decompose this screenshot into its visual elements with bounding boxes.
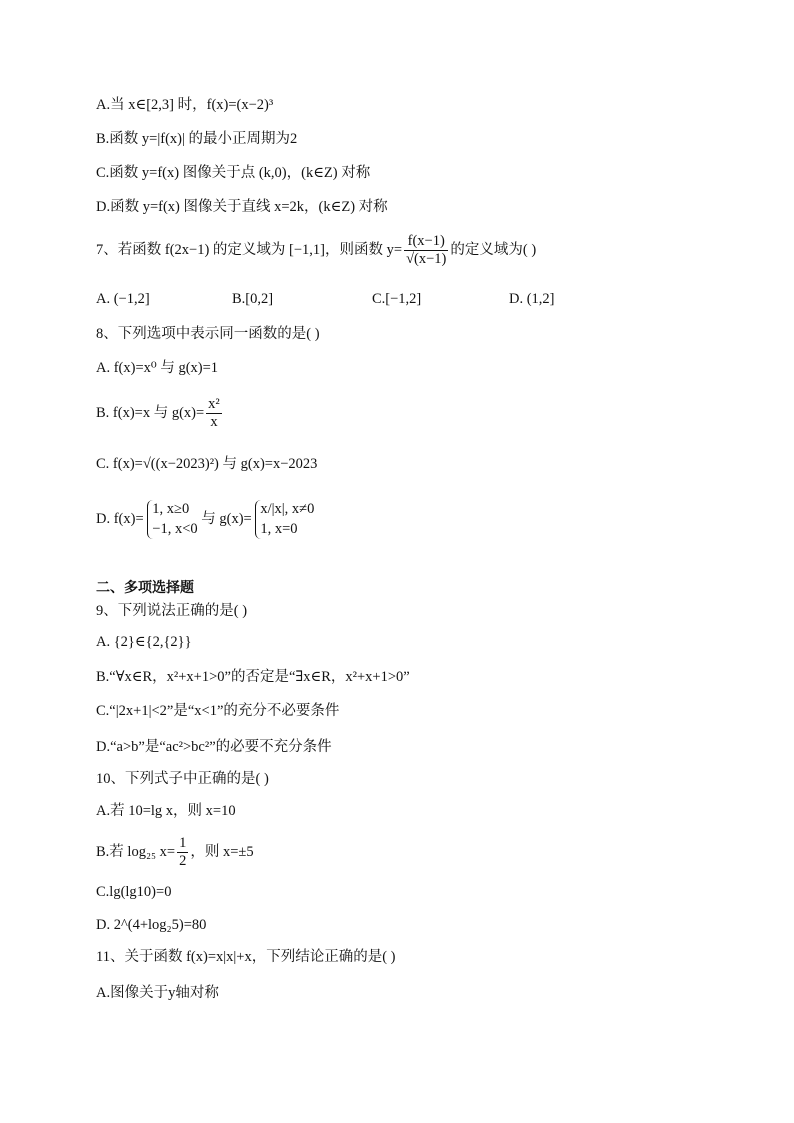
q8-option-b-left: B. f(x)=x 与 g(x)= <box>96 405 205 422</box>
q7-stem-part2: 的定义域为( ) <box>450 242 537 259</box>
q9-option-a: A. {2}∈{2,{2}} <box>96 634 192 650</box>
q10-option-b-fraction <box>177 835 188 871</box>
q11-stem: 11、关于函数 f(x)=x|x|+x，下列结论正确的是( ) <box>96 949 396 965</box>
q8-option-d <box>96 500 314 539</box>
q10-option-b <box>96 835 254 871</box>
q9-option-d: D.“a>b”是“ac²>bc²”的必要不充分条件 <box>96 739 332 755</box>
q8-option-d-middle: 与 g(x)= <box>201 510 252 527</box>
q10-option-a: A.若 10=lg x，则 x=10 <box>96 803 236 819</box>
q6-option-b: B.函数 y=|f(x)| 的最小正周期为2 <box>96 131 298 147</box>
q8-option-d-piecewise-g <box>255 500 314 539</box>
q8-option-b-fraction <box>206 396 222 432</box>
q7-fraction <box>404 233 448 269</box>
q10-option-c: C.lg(lg10)=0 <box>96 884 172 900</box>
q10-option-b-right: ，则 x=±5 <box>190 844 254 861</box>
q9-option-b: B.“∀x∈R，x²+x+1>0”的否定是“∃x∈R，x²+x+1>0” <box>96 669 410 685</box>
q8-d-g-case1: x/|x|, x≠0 <box>260 501 315 517</box>
q8-option-b-numerator: x² <box>206 396 222 414</box>
q7-stem-part1: 7、若函数 f(2x−1) 的定义域为 [−1,1]，则函数 y= <box>96 242 403 259</box>
q8-d-f-case2: −1, x<0 <box>152 520 198 537</box>
q8-stem: 8、下列选项中表示同一函数的是( ) <box>96 326 320 342</box>
q11-option-a: A.图像关于y轴对称 <box>96 985 219 1001</box>
q10-option-b-numerator: 1 <box>177 835 188 853</box>
q8-option-d-label: D. f(x)= <box>96 510 144 527</box>
q8-option-d-piecewise-f <box>147 500 197 539</box>
q10-option-b-denominator: 2 <box>179 853 187 870</box>
q7-option-d: D. (1,2] <box>509 291 555 307</box>
q7-option-a: A. (−1,2] <box>96 291 150 307</box>
q10-option-b-left: B.若 log₂₅ x= <box>96 844 176 861</box>
q6-option-c: C.函数 y=f(x) 图像关于点 (k,0)，(k∈Z) 对称 <box>96 165 371 181</box>
q8-option-b-denominator: x <box>210 414 218 431</box>
q10-option-d: D. 2^(4+log₂5)=80 <box>96 917 207 933</box>
q8-option-b <box>96 396 224 432</box>
q7-fraction-denominator: √(x−1) <box>406 251 447 268</box>
section-heading-multiple-choice: 二、多项选择题 <box>96 580 194 596</box>
q8-d-f-case1: 1, x≥0 <box>152 501 190 517</box>
q8-option-a: A. f(x)=x⁰ 与 g(x)=1 <box>96 360 219 376</box>
q7-option-c: C.[−1,2] <box>372 291 422 307</box>
q7-stem <box>96 233 536 269</box>
q7-fraction-numerator: f(x−1) <box>404 233 448 251</box>
q10-stem: 10、下列式子中正确的是( ) <box>96 771 269 787</box>
q9-option-c: C.“|2x+1|<2”是“x<1”的充分不必要条件 <box>96 703 340 719</box>
q6-option-a: A.当 x∈[2,3] 时，f(x)=(x−2)³ <box>96 97 274 113</box>
q8-option-c: C. f(x)=√((x−2023)²) 与 g(x)=x−2023 <box>96 456 318 472</box>
q8-d-g-case2: 1, x=0 <box>260 520 298 537</box>
q6-option-d: D.函数 y=f(x) 图像关于直线 x=2k，(k∈Z) 对称 <box>96 199 388 215</box>
q7-option-b: B.[0,2] <box>232 291 274 307</box>
q9-stem: 9、下列说法正确的是( ) <box>96 603 248 619</box>
